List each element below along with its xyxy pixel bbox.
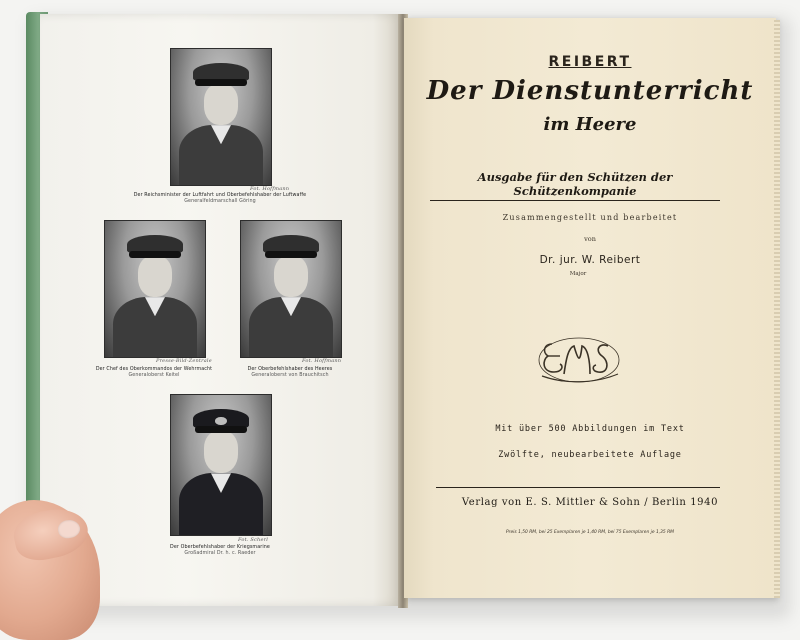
caption-brauchitsch (190, 367, 390, 380)
visor-shape (129, 251, 181, 258)
visor-shape (265, 251, 317, 258)
publisher-line: Verlag von E. S. Mittler & Sohn / Berlin 1940 (461, 497, 719, 508)
caption-raeder-line1: Der Oberbefehlshaber der Kriegsmarine (170, 545, 270, 550)
by-line: von (584, 235, 596, 243)
caption-goering-line2: Generalfeldmarschall Göring (184, 199, 256, 205)
author-heading: REIBERT (548, 54, 632, 70)
publisher-monogram-logo (534, 330, 624, 390)
visor-shape (195, 426, 247, 433)
author-full-name: Dr. jur. W. Reibert (539, 254, 641, 266)
caption-goering (120, 193, 320, 206)
caption-raeder-line2: Großadmiral Dr. h. c. Raeder (184, 551, 256, 557)
page-block-edge (774, 20, 780, 598)
illustrations-note: Mit über 500 Abbildungen im Text (495, 424, 685, 434)
face-shape (204, 431, 238, 473)
portrait-photo-goering (170, 48, 272, 186)
portrait-photo-brauchitsch (240, 220, 342, 358)
author-rank: Major (569, 271, 587, 277)
face-shape (204, 84, 238, 125)
face-shape (138, 256, 172, 297)
caption-goering-line1: Der Reichsminister der Luftfahrt und Oberbefehlshaber der Luftwaffe (133, 193, 307, 198)
caption-brauchitsch-line1: Der Oberbefehlshaber des Heeres (247, 367, 333, 372)
caption-brauchitsch-line2: Generaloberst von Brauchitsch (251, 373, 329, 379)
compiled-line: Zusammengestellt und bearbeitet (502, 213, 678, 222)
photo-credit-goering: Fot. Hoffmann (250, 186, 290, 192)
divider-rule (436, 487, 720, 488)
face-shape (274, 256, 308, 297)
photo-credit-keitel: Presse-Bild-Zentrale (156, 358, 212, 364)
photo-credit-brauchitsch: Fot. Hoffmann (302, 358, 342, 364)
portrait-photo-raeder (170, 394, 272, 536)
caption-raeder (120, 545, 320, 558)
portrait-photo-keitel (104, 220, 206, 358)
caption-keitel-line1: Der Chef des Oberkommandos der Wehrmacht (95, 367, 213, 372)
caption-keitel-line2: Generaloberst Keitel (128, 373, 180, 379)
edition-note: Zwölfte, neubearbeitete Auflage (498, 450, 682, 460)
edition-subtitle: Ausgabe für den Schützen der Schützenkompanie (430, 170, 720, 201)
book-title: Der Dienstunterricht (426, 76, 754, 106)
price-line: Preis 1,50 RM, bei 25 Exemplaren je 1,40 RM, bei 75 Exemplaren je 1,35 RM (506, 530, 674, 535)
book-title-line2: im Heere (543, 114, 637, 135)
photo-credit-raeder: Fot. Scherl (238, 537, 268, 543)
visor-shape (195, 79, 247, 86)
